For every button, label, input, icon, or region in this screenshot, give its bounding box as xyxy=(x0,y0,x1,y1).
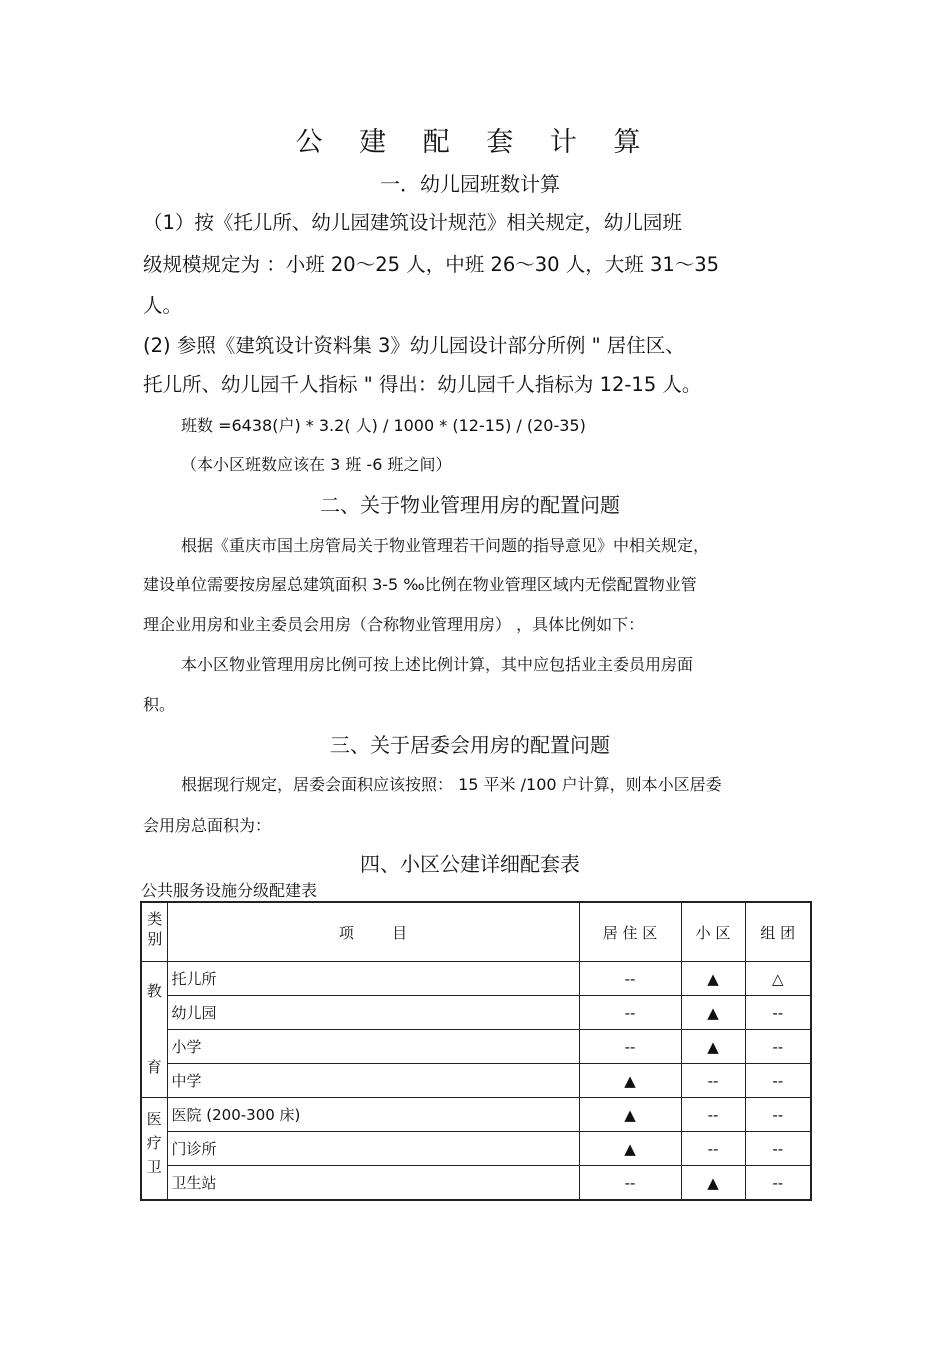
level-residential: -- xyxy=(579,962,681,996)
item-name: 卫生站 xyxy=(167,1166,579,1201)
level-residential: -- xyxy=(579,996,681,1030)
level-cluster: -- xyxy=(745,1166,811,1201)
header-category: 类别 xyxy=(141,902,167,962)
sec2-line-1: 根据《重庆市国土房管局关于物业管理若干问题的指导意见》中相关规定， xyxy=(181,536,710,555)
sec1-paragraph-2-line-2: 托儿所、幼儿园千人指标 " 得出：幼儿园千人指标为 12-15 人。 xyxy=(143,373,702,396)
table-row xyxy=(141,1098,811,1132)
header-residential-district: 居 住 区 xyxy=(579,902,681,962)
sec1-paragraph-2-line-1: (2) 参照《建筑设计资料集 3》幼儿园设计部分所例 " 居住区、 xyxy=(143,334,685,357)
level-cluster: -- xyxy=(745,1064,811,1098)
level-cluster: -- xyxy=(745,1098,811,1132)
sec3-line-1: 根据现行规定，居委会面积应该按照： 15 平米 /100 户计算，则本小区居委 xyxy=(181,775,722,794)
sec2-line-2: 建设单位需要按房屋总建筑面积 3-5 ‰比例在物业管理区域内无偿配置物业管 xyxy=(143,575,697,594)
level-neighborhood: -- xyxy=(681,1098,745,1132)
item-name: 医院 (200-300 床) xyxy=(167,1098,579,1132)
item-name: 中学 xyxy=(167,1064,579,1098)
sec1-paragraph-1-line-2: 级规模规定为 ：小班 20～25 人，中班 26～30 人，大班 31～35 xyxy=(143,253,720,276)
header-neighborhood: 小 区 xyxy=(681,902,745,962)
level-neighborhood: ▲ xyxy=(681,1166,745,1201)
level-residential: ▲ xyxy=(579,1132,681,1166)
level-residential: -- xyxy=(579,1166,681,1201)
item-name: 托儿所 xyxy=(167,962,579,996)
level-neighborhood: ▲ xyxy=(681,996,745,1030)
level-residential: ▲ xyxy=(579,1098,681,1132)
sec2-line-4: 本小区物业管理用房比例可按上述比例计算，其中应包括业主委员用房面 xyxy=(181,655,694,674)
table-header-row xyxy=(141,902,811,962)
item-name: 门诊所 xyxy=(167,1132,579,1166)
category-education: 教 育 xyxy=(141,962,167,1098)
table-row xyxy=(141,1132,811,1166)
level-cluster: -- xyxy=(745,1030,811,1064)
facility-table xyxy=(140,901,812,1201)
category-medical: 医 疗 卫 xyxy=(141,1098,167,1201)
table-row xyxy=(141,1030,811,1064)
section-1-heading: 一．幼儿园班数计算 xyxy=(380,172,560,196)
level-neighborhood: ▲ xyxy=(681,962,745,996)
class-count-note: （本小区班数应该在 3 班 -6 班之间） xyxy=(181,455,452,474)
sec2-line-3: 理企业用房和业主委员会用房（合称物业管理用房） ，具体比例如下： xyxy=(143,615,645,634)
item-name: 小学 xyxy=(167,1030,579,1064)
header-cluster: 组 团 xyxy=(745,902,811,962)
section-2-heading: 二、关于物业管理用房的配置问题 xyxy=(320,493,620,517)
level-residential: ▲ xyxy=(579,1064,681,1098)
level-cluster: -- xyxy=(745,1132,811,1166)
section-3-heading: 三、关于居委会用房的配置问题 xyxy=(330,733,610,757)
table-row xyxy=(141,1064,811,1098)
table-caption: 公共服务设施分级配建表 xyxy=(141,881,318,900)
sec2-line-5: 积。 xyxy=(143,695,176,714)
sec3-line-2: 会用房总面积为： xyxy=(143,816,272,835)
table-row xyxy=(141,962,811,996)
level-neighborhood: -- xyxy=(681,1064,745,1098)
level-neighborhood: ▲ xyxy=(681,1030,745,1064)
level-cluster: △ xyxy=(745,962,811,996)
item-name: 幼儿园 xyxy=(167,996,579,1030)
header-item: 项 目 xyxy=(167,902,579,962)
page-title: 公 建 配 套 计 算 xyxy=(295,127,655,158)
sec1-paragraph-1-line-3: 人。 xyxy=(143,294,183,317)
table-row xyxy=(141,1166,811,1201)
level-neighborhood: -- xyxy=(681,1132,745,1166)
class-count-formula: 班数 =6438(户) * 3.2( 人) / 1000 * (12-15) / (20-35) xyxy=(181,416,586,435)
level-cluster: -- xyxy=(745,996,811,1030)
table-row xyxy=(141,996,811,1030)
section-4-heading: 四、小区公建详细配套表 xyxy=(360,852,580,876)
level-residential: -- xyxy=(579,1030,681,1064)
sec1-paragraph-1-line-1: （1）按《托儿所、幼儿园建筑设计规范》相关规定，幼儿园班 xyxy=(143,211,682,234)
